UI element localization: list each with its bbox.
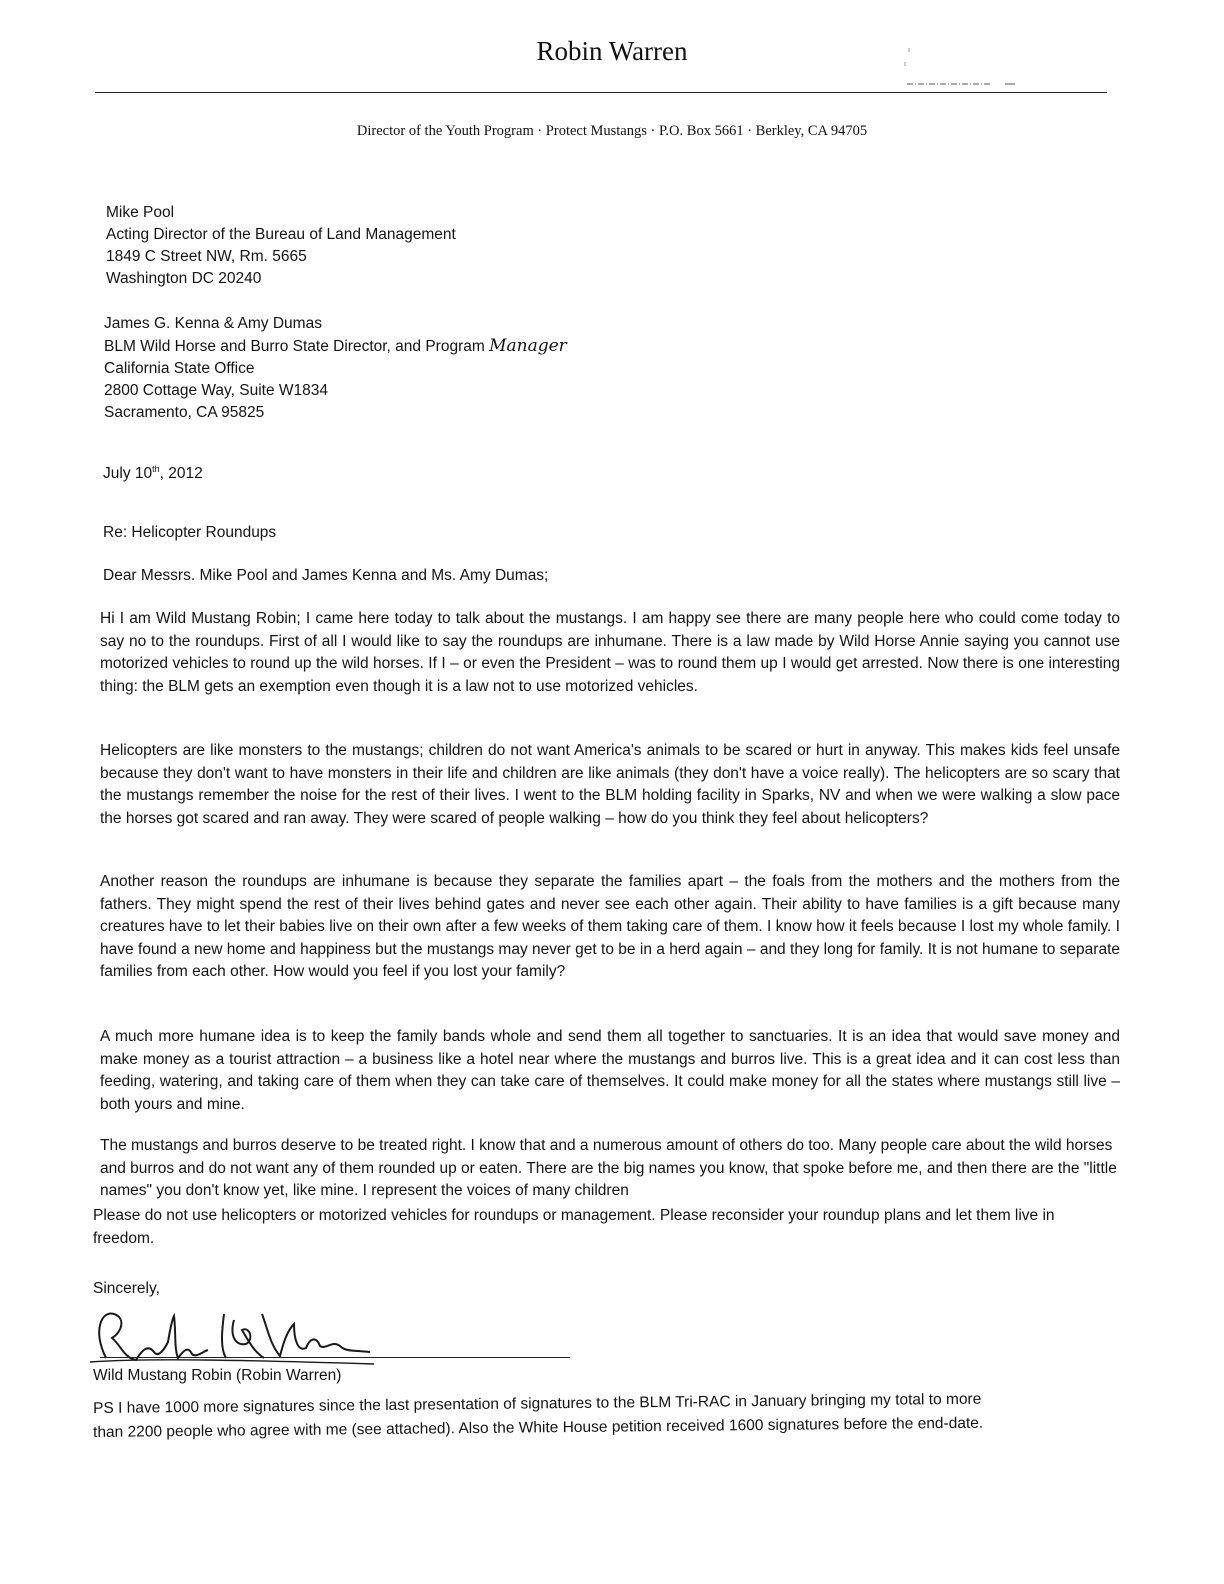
letter-date xyxy=(103,464,203,483)
signature-line xyxy=(100,1357,570,1358)
recipient-street: 1849 C Street NW, Rm. 5665 xyxy=(106,248,307,265)
date-year: , 2012 xyxy=(159,465,203,483)
recipient-title: BLM Wild Horse and Burro State Director, and Program xyxy=(104,338,485,355)
recipient-office: California State Office xyxy=(104,360,255,377)
letterhead-subtitle: Director of the Youth Program · Protect Mustangs · P.O. Box 5661 · Berkley, CA 94705 xyxy=(356,123,868,139)
scan-marks xyxy=(895,40,1015,100)
postscript-line: than 2200 people who agree with me (see attached). Also the White House petition received 1600 signatures before the end-date. xyxy=(93,1414,984,1441)
closing: Sincerely, xyxy=(93,1280,160,1297)
signature-name: Wild Mustang Robin (Robin Warren) xyxy=(93,1367,342,1384)
body-paragraph: Helicopters are like monsters to the mustangs; children do not want America's animals to be scared or hurt in anyway. This makes kids feel unsafe because they don't want to have monsters in their life and children are like animals (they don't have a voice really). The helicopters are so scary that the mustangs remember the noise for the rest of their lives. I went to the BLM holding facility in Sparks, NV and when we were walking a slow pace the horses got scared and ran away. They were scared of people walking – how do you think they feel about helicopters? xyxy=(100,742,1120,827)
date-suffix: th xyxy=(152,464,160,474)
body-paragraph: The mustangs and burros deserve to be treated right. I know that and a numerous amount of others do too. Many people care about the wild horses and burros and do not want any of them rounded up or eaten. There are the big names you know, that spoke before me, and then there are the "little names" you don't know yet, like mine. I represent the voices of many children xyxy=(100,1137,1117,1199)
body-paragraph: A much more humane idea is to keep the family bands whole and send them all together to sanctuaries. It is an idea that would save money and make money as a tourist attraction – a business like a hotel near where the mustangs and burros live. This is a great idea and it can cost less than feeding, watering, and taking care of them when they can take care of themselves. It could make money for all the states where mustangs still live – both yours and mine. xyxy=(100,1028,1120,1113)
recipient-block-1 xyxy=(106,202,456,290)
recipient-title: Acting Director of the Bureau of Land Management xyxy=(106,226,456,243)
recipient-city: Washington DC 20240 xyxy=(106,270,262,287)
recipient-city: Sacramento, CA 95825 xyxy=(104,404,265,421)
recipient-names: James G. Kenna & Amy Dumas xyxy=(104,315,322,332)
salutation: Dear Messrs. Mike Pool and James Kenna and Ms. Amy Dumas; xyxy=(103,567,549,584)
recipient-street: 2800 Cottage Way, Suite W1834 xyxy=(104,382,329,399)
postscript-line: PS I have 1000 more signatures since the last presentation of signatures to the BLM Tri-RAC in January bringing my total to more xyxy=(93,1390,982,1417)
handwritten-correction: Manager xyxy=(489,336,567,356)
date-month-day: July 10 xyxy=(103,465,153,483)
body-paragraph: Another reason the roundups are inhumane is because they separate the families apart – the foals from the mothers and the mothers from the fathers. They might spend the rest of their lives behind gates and never see each other again. Their ability to have families is a gift because many creatures have to let their babies live on their own after a few weeks of them taking care of them. I know how it feels because I lost my whole family. I have found a new home and happiness but the mustangs may never get to be in a herd again – and they long for family. It is not humane to separate families from each other. How would you feel if you lost your family? xyxy=(100,873,1120,980)
letterhead-name: Robin Warren xyxy=(536,36,688,66)
body-paragraph: Please do not use helicopters or motorized vehicles for roundups or management. Please reconsider your roundup plans and let them live in freedom. xyxy=(93,1207,1055,1247)
recipient-name: Mike Pool xyxy=(106,204,175,221)
handwritten-signature xyxy=(84,1300,384,1375)
body-paragraph: Hi I am Wild Mustang Robin; I came here today to talk about the mustangs. I am happy see there are many people here who could come today to say no to the roundups. First of all I would like to say the roundups are inhumane. There is a law made by Wild Horse Annie saying you cannot use motorized vehicles to round up the wild horses. If I – or even the President – was to round them up I would get arrested. Now there is one interesting thing: the BLM gets an exemption even though it is a law not to use motorized vehicles. xyxy=(100,610,1120,695)
recipient-block-2 xyxy=(104,313,567,424)
recipient-title-line xyxy=(104,335,567,358)
subject-line: Re: Helicopter Roundups xyxy=(103,524,277,541)
